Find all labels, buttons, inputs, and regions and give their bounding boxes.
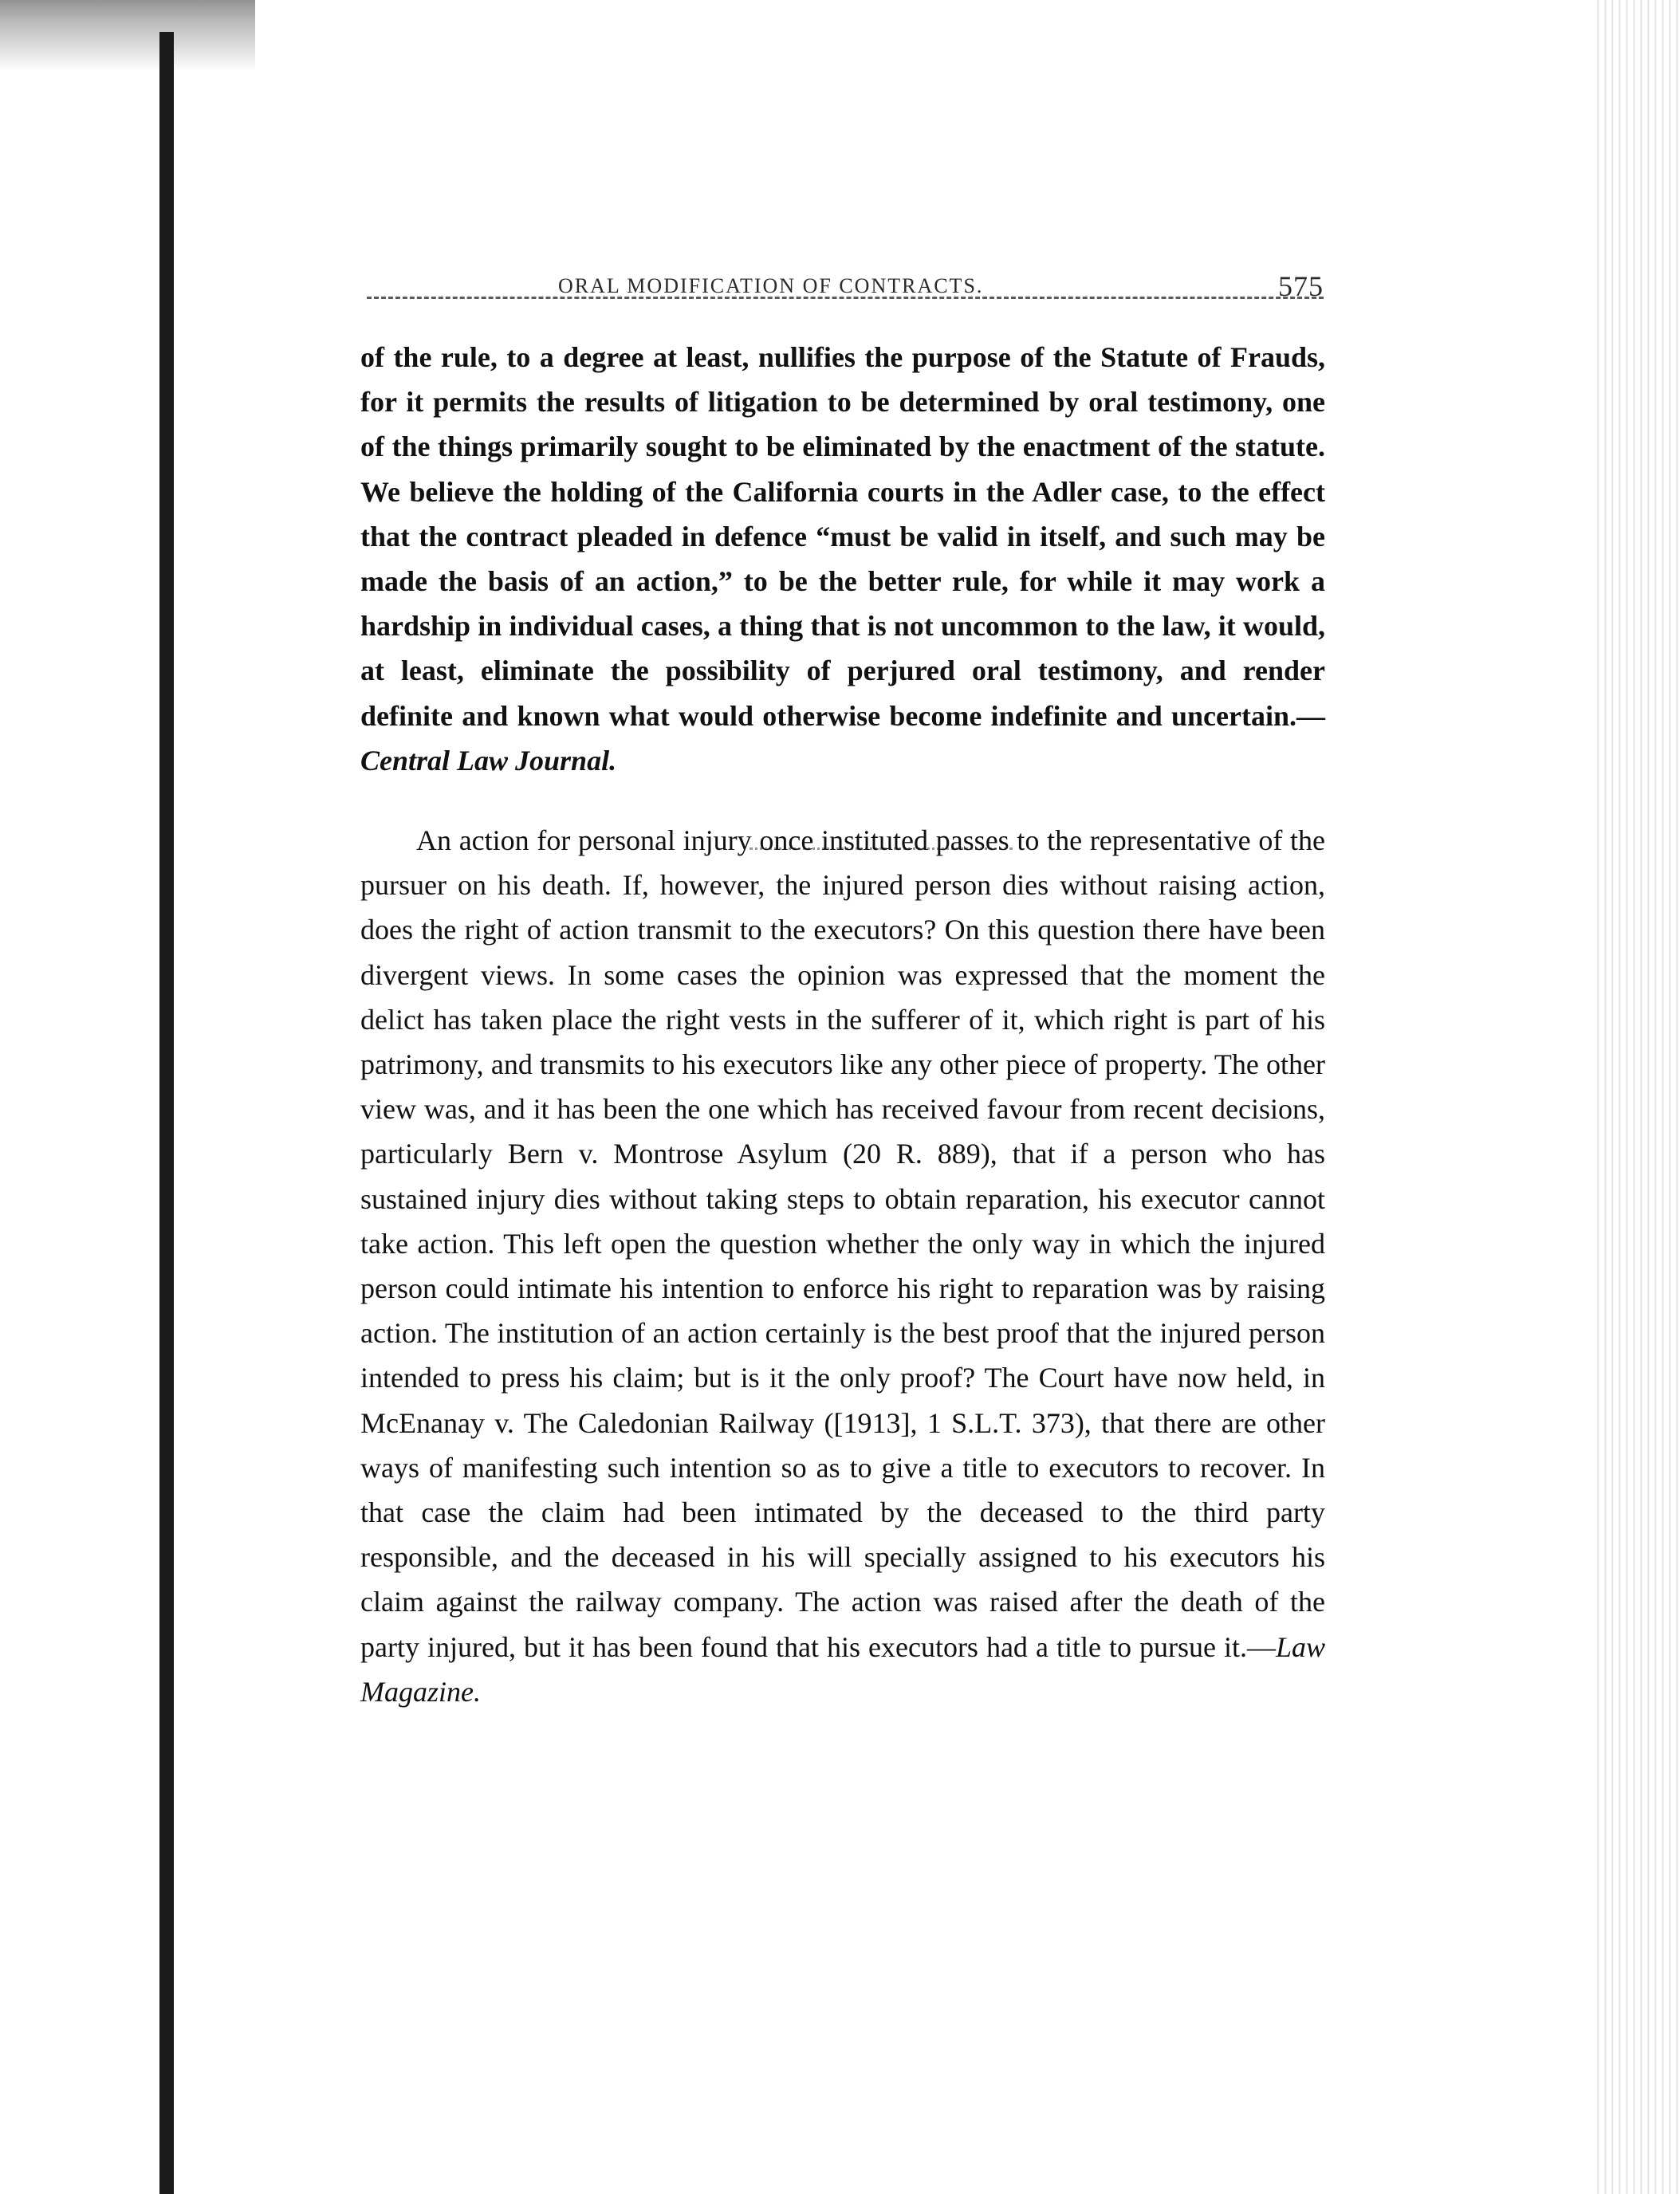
- page-number: 575: [1278, 270, 1324, 302]
- paragraph-2-source: Law Magazine.: [360, 1630, 1325, 1708]
- header-rule: [367, 297, 1324, 299]
- page-edge-texture: [1592, 0, 1680, 2194]
- paragraph-2: [360, 818, 1325, 1714]
- running-title: ORAL MODIFICATION OF CONTRACTS.: [558, 274, 984, 297]
- paragraph-1-source: Central Law Journal.: [360, 744, 617, 777]
- paragraph-1-text: of the rule, to a degree at least, nullifies the purpose of the Statute of Frauds, for it permits the results of litigation to be determined by oral testimony, one of the things primarily sought to be eliminated by the enactment of the statute. We believe the holding of the California courts in the Adler case, to the effect that the contract pleaded in defence “must be valid in itself, and such may be made the basis of an action,” to be the better rule, for while it may work a hardship in individual cases, a thing that is not uncommon to the law, it would, at least, eliminate the possibility of perjured oral testimony, and render definite and known what would otherwise become indefinite and uncertain.—: [360, 341, 1325, 732]
- page-shadow: [0, 0, 255, 72]
- page-header: [558, 269, 1324, 306]
- paragraph-1: [360, 335, 1325, 783]
- paragraph-2-text: An action for personal injury once instituted passes to the representative of the pursuer on his death. If, however, the injured person dies without raising action, does the right of action transmit to the executors? On this question there have been divergent views. In some cases the opinion was expressed that the moment the delict has taken place the right vests in the sufferer of it, which right is part of his patrimony, and transmits to his executors like any other piece of property. The other view was, and it has been the one which has received favour from recent decisions, particularly Bern v. Montrose Asylum (20 R. 889), that if a person who has sustained injury dies without taking steps to obtain reparation, his executor cannot take action. This left open the question whether the only way in which the injured person could intimate his intention to enforce his right to reparation was by raising action. The institution of an action certainly is the best proof that the injured person intended to press his claim; but is it the only proof? The Court have now held, in McEnanay v. The Caledonian Railway ([1913], 1 S.L.T. 373), that there are other ways of manifesting such intention so as to give a title to executors to recover. In that case the claim had been intimated by the deceased to the third party responsible, and the deceased in his will specially assigned to his executors his claim against the railway company. The action was raised after the death of the party injured, but it has been found that his executors had a title to pursue it.—: [360, 824, 1325, 1663]
- binding-spine: [159, 32, 174, 2194]
- body-text: [360, 335, 1325, 1714]
